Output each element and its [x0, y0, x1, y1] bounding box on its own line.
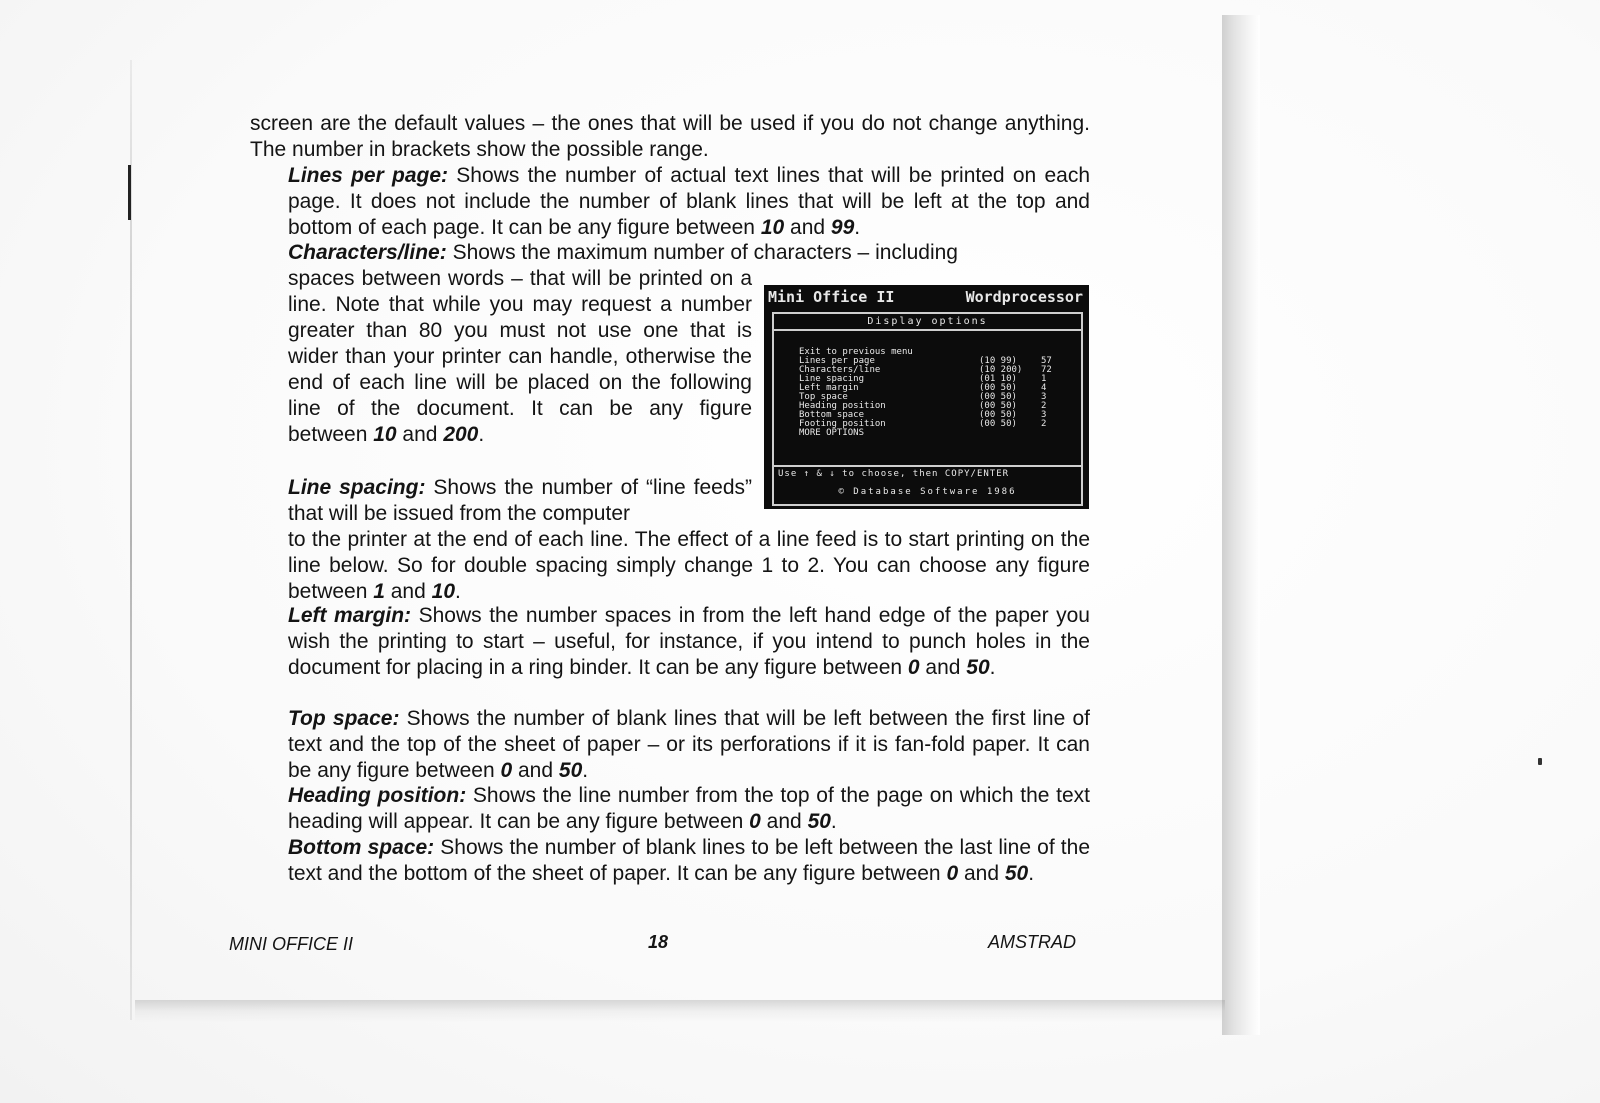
page-bottom-edge [135, 1000, 1225, 1022]
menu-range: (01 10) [979, 374, 1017, 384]
line-spacing-top [288, 475, 752, 527]
menu-label: Heading position [799, 401, 886, 411]
book-spine-edge [1222, 15, 1260, 1035]
menu-label: Lines per page [799, 356, 875, 366]
bottom-space-term: Bottom space: [288, 836, 435, 859]
characters-line-first-line [288, 240, 1090, 266]
heading-position-max: 50 [807, 810, 831, 833]
footer-product-name: MINI OFFICE II [229, 934, 353, 954]
top-space-text: Shows the number of blank lines that will be left between the first line of text and the top of the sheet of paper – or its perforations if it is fan-fold paper. It can be any figure between [288, 707, 1091, 782]
line-spacing-and: and [384, 580, 432, 603]
heading-position-term: Heading position: [288, 784, 467, 807]
top-space-end: . [582, 759, 589, 782]
lines-per-page-min: 10 [760, 216, 785, 239]
menu-label: Top space [799, 392, 848, 402]
menu-value: 3 [1041, 410, 1047, 420]
top-space-and: and [512, 759, 559, 782]
screenshot-subtitle: Display options [867, 316, 988, 327]
left-margin-term: Left margin: [288, 604, 412, 627]
intro-text: screen are the default values – the ones that will be used if you do not change anything. The number in brackets show the possible range. [250, 112, 1090, 161]
line-spacing-min: 1 [373, 580, 385, 603]
menu-value: 2 [1041, 401, 1047, 411]
bottom-space-end: . [1028, 862, 1035, 885]
menu-range: (00 50) [979, 401, 1017, 411]
screenshot-mode: Wordprocessor [965, 288, 1083, 306]
heading-position-end: . [830, 810, 837, 833]
bottom-space-min: 0 [946, 862, 959, 885]
menu-label: Exit to previous menu [799, 347, 913, 357]
lines-per-page-end: . [854, 216, 861, 239]
margin-mark [128, 165, 131, 220]
screenshot-menu-row [799, 429, 1059, 438]
top-space-term: Top space: [288, 707, 400, 730]
lines-per-page-term: Lines per page: [288, 164, 449, 187]
menu-label: MORE OPTIONS [799, 428, 865, 438]
menu-range: (00 50) [979, 392, 1017, 402]
heading-position-text: Shows the line number from the top of the page on which the text heading will appear. It can be any figure between [288, 784, 1090, 833]
menu-range: (10 99) [979, 356, 1017, 366]
left-margin-max: 50 [966, 656, 990, 679]
characters-line-end: . [478, 423, 485, 446]
menu-value: 1 [1041, 374, 1047, 384]
menu-label: Footing position [799, 419, 886, 429]
line-spacing-term: Line spacing: [288, 476, 426, 499]
menu-range: (00 50) [979, 419, 1017, 429]
screenshot-frame [772, 312, 1083, 506]
top-space-min: 0 [500, 759, 513, 782]
line-spacing-max: 10 [431, 580, 455, 603]
line-spacing-body [288, 527, 1090, 605]
screenshot-subtitle-rule [774, 329, 1081, 331]
menu-value: 3 [1041, 392, 1047, 402]
characters-line-body [288, 266, 752, 448]
characters-line-min: 10 [373, 423, 397, 446]
footer-platform: AMSTRAD [988, 932, 1077, 952]
line-spacing-text-b: to the printer at the end of each line. The effect of a line feed is to start printing on the line below. So for double spacing simply change 1 to 2. You can choose any figure between [288, 528, 1090, 603]
menu-label: Line spacing [799, 374, 865, 384]
bottom-space-and: and [958, 862, 1005, 885]
left-margin-text: Shows the number spaces in from the left hand edge of the paper you wish the printing to start – useful, for instance, if you intend to punch holes in the document for placing in a ring binder. It can be any figure between [288, 604, 1090, 679]
line-spacing-text-a: Shows the number of “line feeds” that will be issued from the computer [288, 476, 752, 525]
menu-label: Left margin [799, 383, 859, 393]
characters-line-text: spaces between words – that will be printed on a line. Note that while you may request a number greater than 80 you must not use one that is wider than your printer can handle, otherwise the end of each line will be placed on the following line of the document. It can be any figure between [288, 267, 752, 446]
menu-value: 4 [1041, 383, 1047, 393]
menu-label: Characters/line [799, 365, 881, 375]
menu-range: (10 200) [979, 365, 1023, 375]
heading-position-min: 0 [749, 810, 761, 833]
screenshot-help-text: Use ↑ & ↓ to choose, then COPY/ENTER [778, 469, 1010, 479]
left-margin-min: 0 [907, 656, 920, 679]
heading-position-and: and [760, 810, 808, 833]
display-options-screenshot [764, 285, 1089, 509]
lines-per-page-paragraph [288, 163, 1090, 241]
menu-range: (00 50) [979, 383, 1017, 393]
top-space-max: 50 [558, 759, 583, 782]
lines-per-page-text: Shows the number of actual text lines that will be printed on each page. It does not include the number of blank lines that will be left at the top and bottom of each page. It can be any figure between [288, 164, 1090, 239]
speck-mark [1538, 758, 1542, 765]
characters-line-max: 200 [443, 423, 479, 446]
menu-value: 57 [1041, 356, 1052, 366]
characters-line-text-top: Shows the maximum number of characters – including [446, 241, 958, 264]
screenshot-copyright: © Database Software 1986 [838, 487, 1017, 497]
characters-line-and: and [396, 423, 444, 446]
left-margin-and: and [919, 656, 967, 679]
heading-position-paragraph [288, 783, 1090, 835]
page-number: 18 [648, 932, 669, 952]
intro-paragraph [250, 111, 1090, 163]
screenshot-menu [799, 348, 1059, 438]
top-space-paragraph [288, 706, 1090, 784]
left-margin-paragraph [288, 603, 1090, 681]
screenshot-footer-rule [774, 465, 1081, 467]
bottom-space-paragraph [288, 835, 1090, 887]
left-margin-end: . [989, 656, 996, 679]
bottom-space-max: 50 [1004, 862, 1029, 885]
menu-value: 2 [1041, 419, 1047, 429]
menu-range: (00 50) [979, 410, 1017, 420]
lines-per-page-max: 99 [830, 216, 855, 239]
lines-per-page-and: and [784, 216, 831, 239]
bottom-space-text: Shows the number of blank lines to be left between the last line of the text and the bottom of the sheet of paper. It can be any figure between [288, 836, 1090, 885]
menu-value: 72 [1041, 365, 1052, 375]
line-spacing-end: . [455, 580, 461, 603]
characters-line-term: Characters/line: [288, 241, 447, 264]
menu-label: Bottom space [799, 410, 865, 420]
screenshot-title: Mini Office II [768, 288, 895, 306]
